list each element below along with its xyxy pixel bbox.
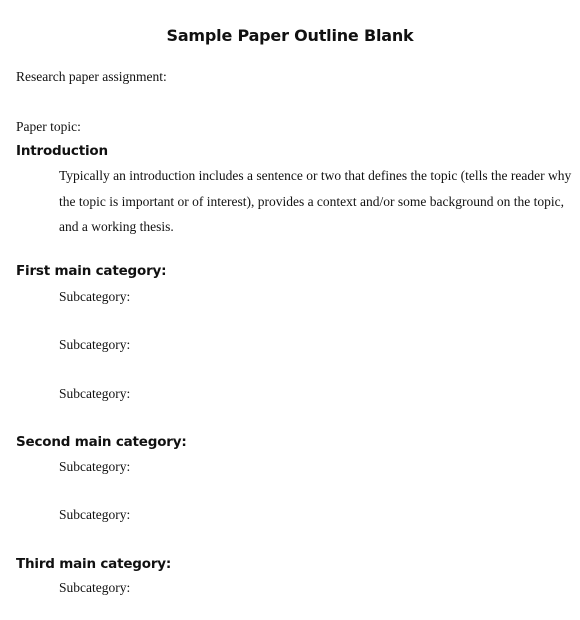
category-heading-first: First main category: xyxy=(16,263,167,279)
introduction-line: and a working thesis. xyxy=(59,219,174,234)
subcategory-label: Subcategory: xyxy=(59,580,131,595)
introduction-heading: Introduction xyxy=(16,143,108,159)
introduction-paragraph xyxy=(59,163,572,240)
assignment-label: Research paper assignment: xyxy=(16,69,167,84)
subcategory-label: Subcategory: xyxy=(59,507,131,522)
subcategory-label: Subcategory: xyxy=(59,337,131,352)
subcategory-label: Subcategory: xyxy=(59,386,131,401)
subcategory-label: Subcategory: xyxy=(59,289,131,304)
subcategory-label: Subcategory: xyxy=(59,459,131,474)
category-heading-second: Second main category: xyxy=(16,434,187,450)
introduction-line: Typically an introduction includes a sentence or two that defines the topic (tells the reader why xyxy=(59,168,572,183)
category-heading-third: Third main category: xyxy=(16,556,172,572)
introduction-line: the topic is important or of interest), provides a context and/or some background on the topic, xyxy=(59,193,564,209)
document-title: Sample Paper Outline Blank xyxy=(166,26,414,45)
topic-label: Paper topic: xyxy=(16,119,81,134)
